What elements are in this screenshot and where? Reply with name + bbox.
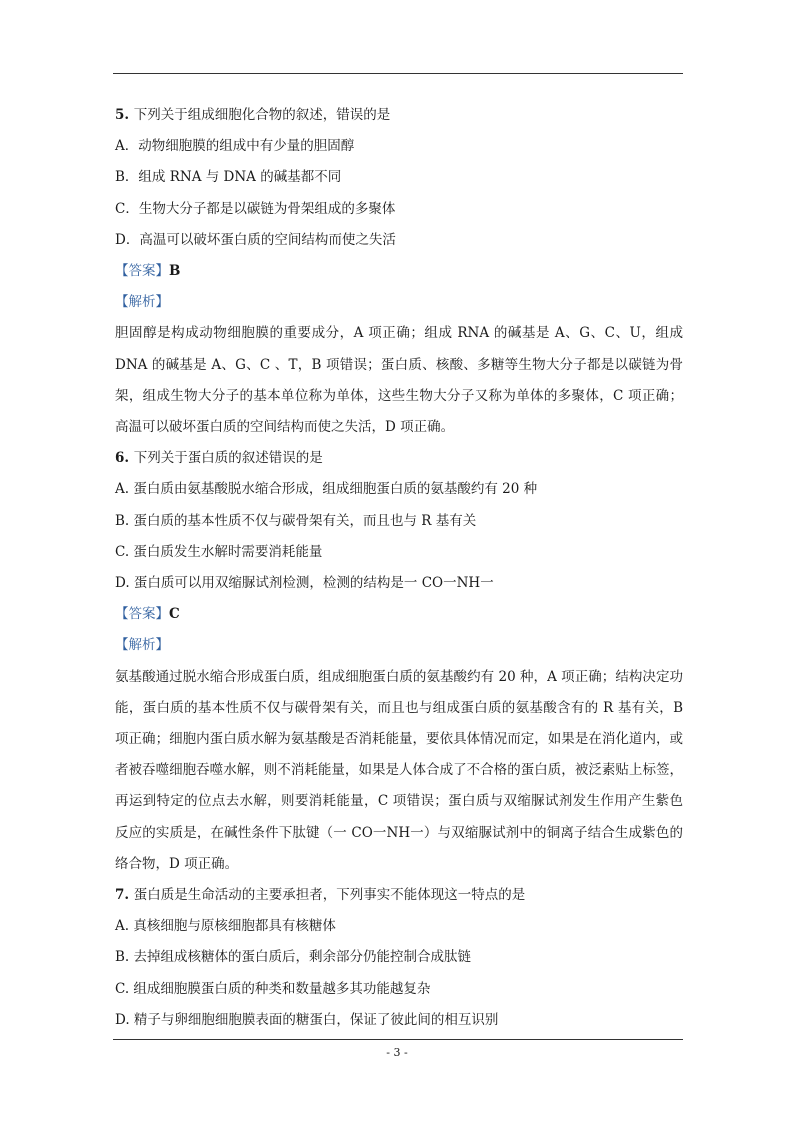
question-number: 6. bbox=[115, 450, 130, 467]
option-b: B. 去掉组成核糖体的蛋白质后，剩余部分仍能控制合成肽链 bbox=[115, 949, 472, 966]
question-number: 5. bbox=[115, 107, 130, 123]
analysis-text: 氨基酸通过脱水缩合形成蛋白质，组成细胞蛋白质的氨基酸约有 20 种，A 项正确；结构决定功能，蛋白质的基本性质不仅与碳骨架有关，而且也与组成蛋白质的氨基酸含有的 R 基有关，B 项正确；细胞内蛋白质水解为氨基酸是否消耗能量，要依具体情况而定，如果是在消化道内，或者被吞噬细胞吞噬水解，则不消耗能量，如果是人体合成了不合格的蛋白质，被泛素贴上标签，再运到特定的位点去水解，则要消耗能量，C 项错误；蛋白质与双缩脲试剂发生作用产生紫色反应的实质是，在碱性条件下肽键（一 CO一NH一）与双缩脲试剂中的铜离子结合生成紫色的络合物，D 项正确。 bbox=[115, 668, 683, 872]
option-a: A. 蛋白质由氨基酸脱水缩合形成，组成细胞蛋白质的氨基酸约有 20 种 bbox=[115, 481, 538, 498]
analysis-row bbox=[115, 287, 683, 318]
option-b: B. 蛋白质的基本性质不仅与碳骨架有关，而且也与 R 基有关 bbox=[115, 512, 477, 529]
option-a: A．动物细胞膜的组成中有少量的胆固醇 bbox=[115, 138, 355, 155]
option-c: C．生物大分子都是以碳链为骨架组成的多聚体 bbox=[115, 200, 396, 217]
question-text: 下列关于组成细胞化合物的叙述，错误的是 bbox=[133, 107, 391, 123]
answer-tag: 【答案】 bbox=[115, 606, 169, 623]
question-number: 7. bbox=[115, 887, 130, 904]
option-a: A. 真核细胞与原核细胞都具有核糖体 bbox=[115, 918, 336, 935]
question-text: 蛋白质是生命活动的主要承担者，下列事实不能体现这一特点的是 bbox=[133, 887, 526, 904]
analysis-tag: 【解析】 bbox=[115, 637, 169, 654]
header-rule bbox=[113, 73, 683, 74]
footer-rule bbox=[113, 1039, 683, 1040]
option-d: D．高温可以破坏蛋白质的空间结构而使之失活 bbox=[115, 231, 396, 248]
page-number: - 3 - bbox=[386, 1046, 408, 1059]
answer-row bbox=[115, 599, 683, 630]
answer-letter: B bbox=[169, 263, 181, 280]
question-6-stem bbox=[115, 443, 683, 474]
question-7-stem bbox=[115, 880, 683, 911]
answer-tag: 【答案】 bbox=[115, 263, 169, 280]
document-body bbox=[115, 100, 683, 1036]
analysis-text: 胆固醇是构成动物细胞膜的重要成分，A 项正确；组成 RNA 的碱基是 A、G、C、U，组成 DNA 的碱基是 A、G、C 、T，B 项错误；蛋白质、核酸、多糖等生物大分子都是以碳链为骨架，组成生物大分子的基本单位称为单体，这些生物大分子又称为单体的多聚体，C 项正确；高温可以破坏蛋白质的空间结构而使之失活，D 项正确。 bbox=[115, 325, 683, 436]
option-d: D. 精子与卵细胞细胞膜表面的糖蛋白，保证了彼此间的相互识别 bbox=[115, 1011, 499, 1028]
analysis-tag: 【解析】 bbox=[115, 294, 169, 311]
option-c: C. 组成细胞膜蛋白质的种类和数量越多其功能越复杂 bbox=[115, 980, 431, 997]
option-c: C. 蛋白质发生水解时需要消耗能量 bbox=[115, 543, 323, 560]
answer-row bbox=[115, 256, 683, 287]
answer-letter: C bbox=[169, 606, 180, 623]
option-b: B．组成 RNA 与 DNA 的碱基都不同 bbox=[115, 169, 342, 186]
analysis-row bbox=[115, 630, 683, 661]
option-d: D. 蛋白质可以用双缩脲试剂检测，检测的结构是一 CO一NH一 bbox=[115, 575, 494, 592]
question-text: 下列关于蛋白质的叙述错误的是 bbox=[133, 450, 323, 467]
question-5-stem bbox=[115, 100, 683, 131]
